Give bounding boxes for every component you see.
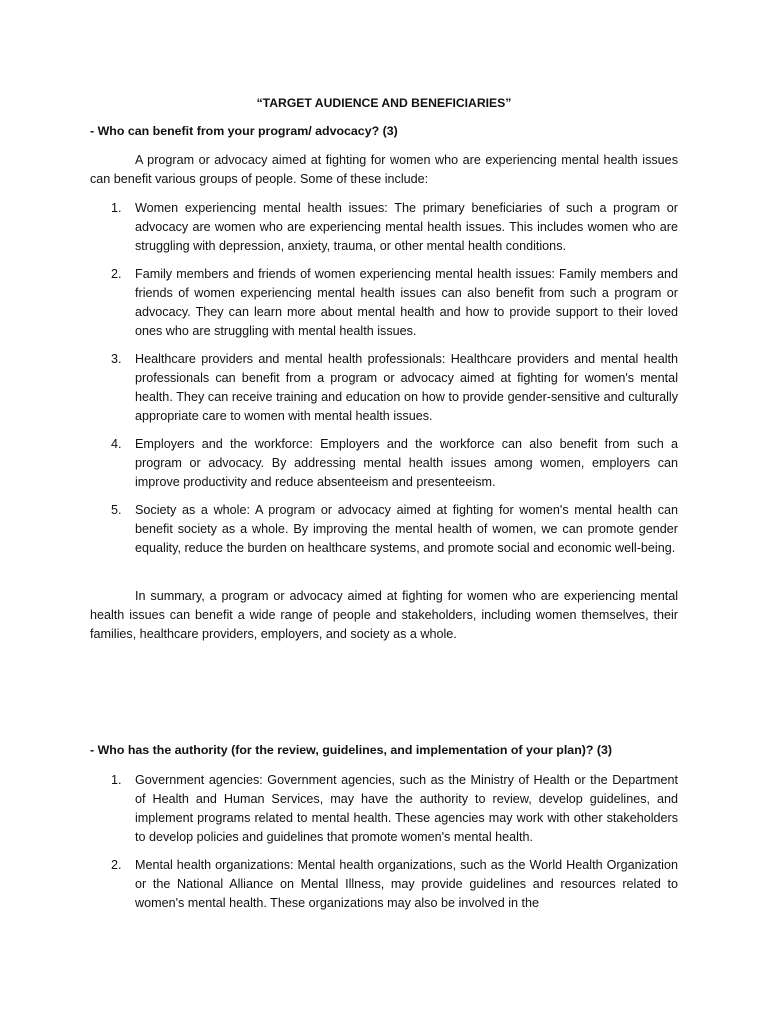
list-item-text: Society as a whole: A program or advocacy aimed at fighting for women's mental health can benefit society as a whole. By improving the mental health of women, we can promote gender equality, reduce the burden on healthcare systems, and promote social and economic well-being.	[135, 503, 678, 555]
list-item-number: 1.	[111, 201, 122, 215]
list-item-text: Mental health organizations: Mental health organizations, such as the World Health Organization or the National Alliance on Mental Illness, may provide guidelines and resources related to women's mental health. These organizations may also be involved in the	[135, 858, 678, 910]
list-item	[90, 501, 678, 558]
list-item-text: Government agencies: Government agencies, such as the Ministry of Health or the Department of Health and Human Services, may have the authority to review, develop guidelines, and implement programs related to mental health. These agencies may work with other stakeholders to develop policies and guidelines that promote women's mental health.	[135, 773, 678, 844]
question-authority: - Who has the authority (for the review, guidelines, and implementation of your plan)? (3)	[90, 743, 613, 757]
list-item	[90, 435, 678, 492]
intro-paragraph: A program or advocacy aimed at fighting for women who are experiencing mental health issues can benefit various groups of people. Some of these include:	[90, 153, 678, 186]
authority-list	[90, 771, 678, 922]
list-item-number: 1.	[111, 773, 122, 787]
beneficiaries-list	[90, 199, 678, 567]
list-item-number: 2.	[111, 267, 122, 281]
list-item	[90, 265, 678, 341]
document-title: “TARGET AUDIENCE AND BENEFICIARIES”	[256, 96, 512, 110]
list-item-number: 5.	[111, 503, 122, 517]
list-item	[90, 199, 678, 256]
summary-paragraph: In summary, a program or advocacy aimed at fighting for women who are experiencing mental health issues can benefit a wide range of people and stakeholders, including women themselves, their families, healthcare providers, employers, and society as a whole.	[90, 589, 678, 641]
list-item-text: Family members and friends of women experiencing mental health issues: Family members and friends of women experiencing mental health issues can also benefit from such a program or advocacy. They can learn more about mental health and how to provide support to their loved ones who are struggling with mental health issues.	[135, 267, 678, 338]
list-item	[90, 771, 678, 847]
list-item-text: Employers and the workforce: Employers and the workforce can also benefit from such a program or advocacy. By addressing mental health issues among women, employers can improve productivity and reduce absenteeism and presenteeism.	[135, 437, 678, 489]
list-item	[90, 856, 678, 913]
list-item-number: 4.	[111, 437, 122, 451]
list-item	[90, 350, 678, 426]
list-item-text: Healthcare providers and mental health professionals: Healthcare providers and mental health professionals can benefit from a program or advocacy aimed at fighting for women's mental health. They can receive training and education on how to provide gender-sensitive and culturally appropriate care to women with mental health issues.	[135, 352, 678, 423]
list-item-number: 2.	[111, 858, 122, 872]
list-item-number: 3.	[111, 352, 122, 366]
list-item-text: Women experiencing mental health issues: The primary beneficiaries of such a program or advocacy are women who are experiencing mental health issues. This includes women who are struggling with depression, anxiety, trauma, or other mental health conditions.	[135, 201, 678, 253]
question-beneficiaries: - Who can benefit from your program/ advocacy? (3)	[90, 124, 398, 138]
